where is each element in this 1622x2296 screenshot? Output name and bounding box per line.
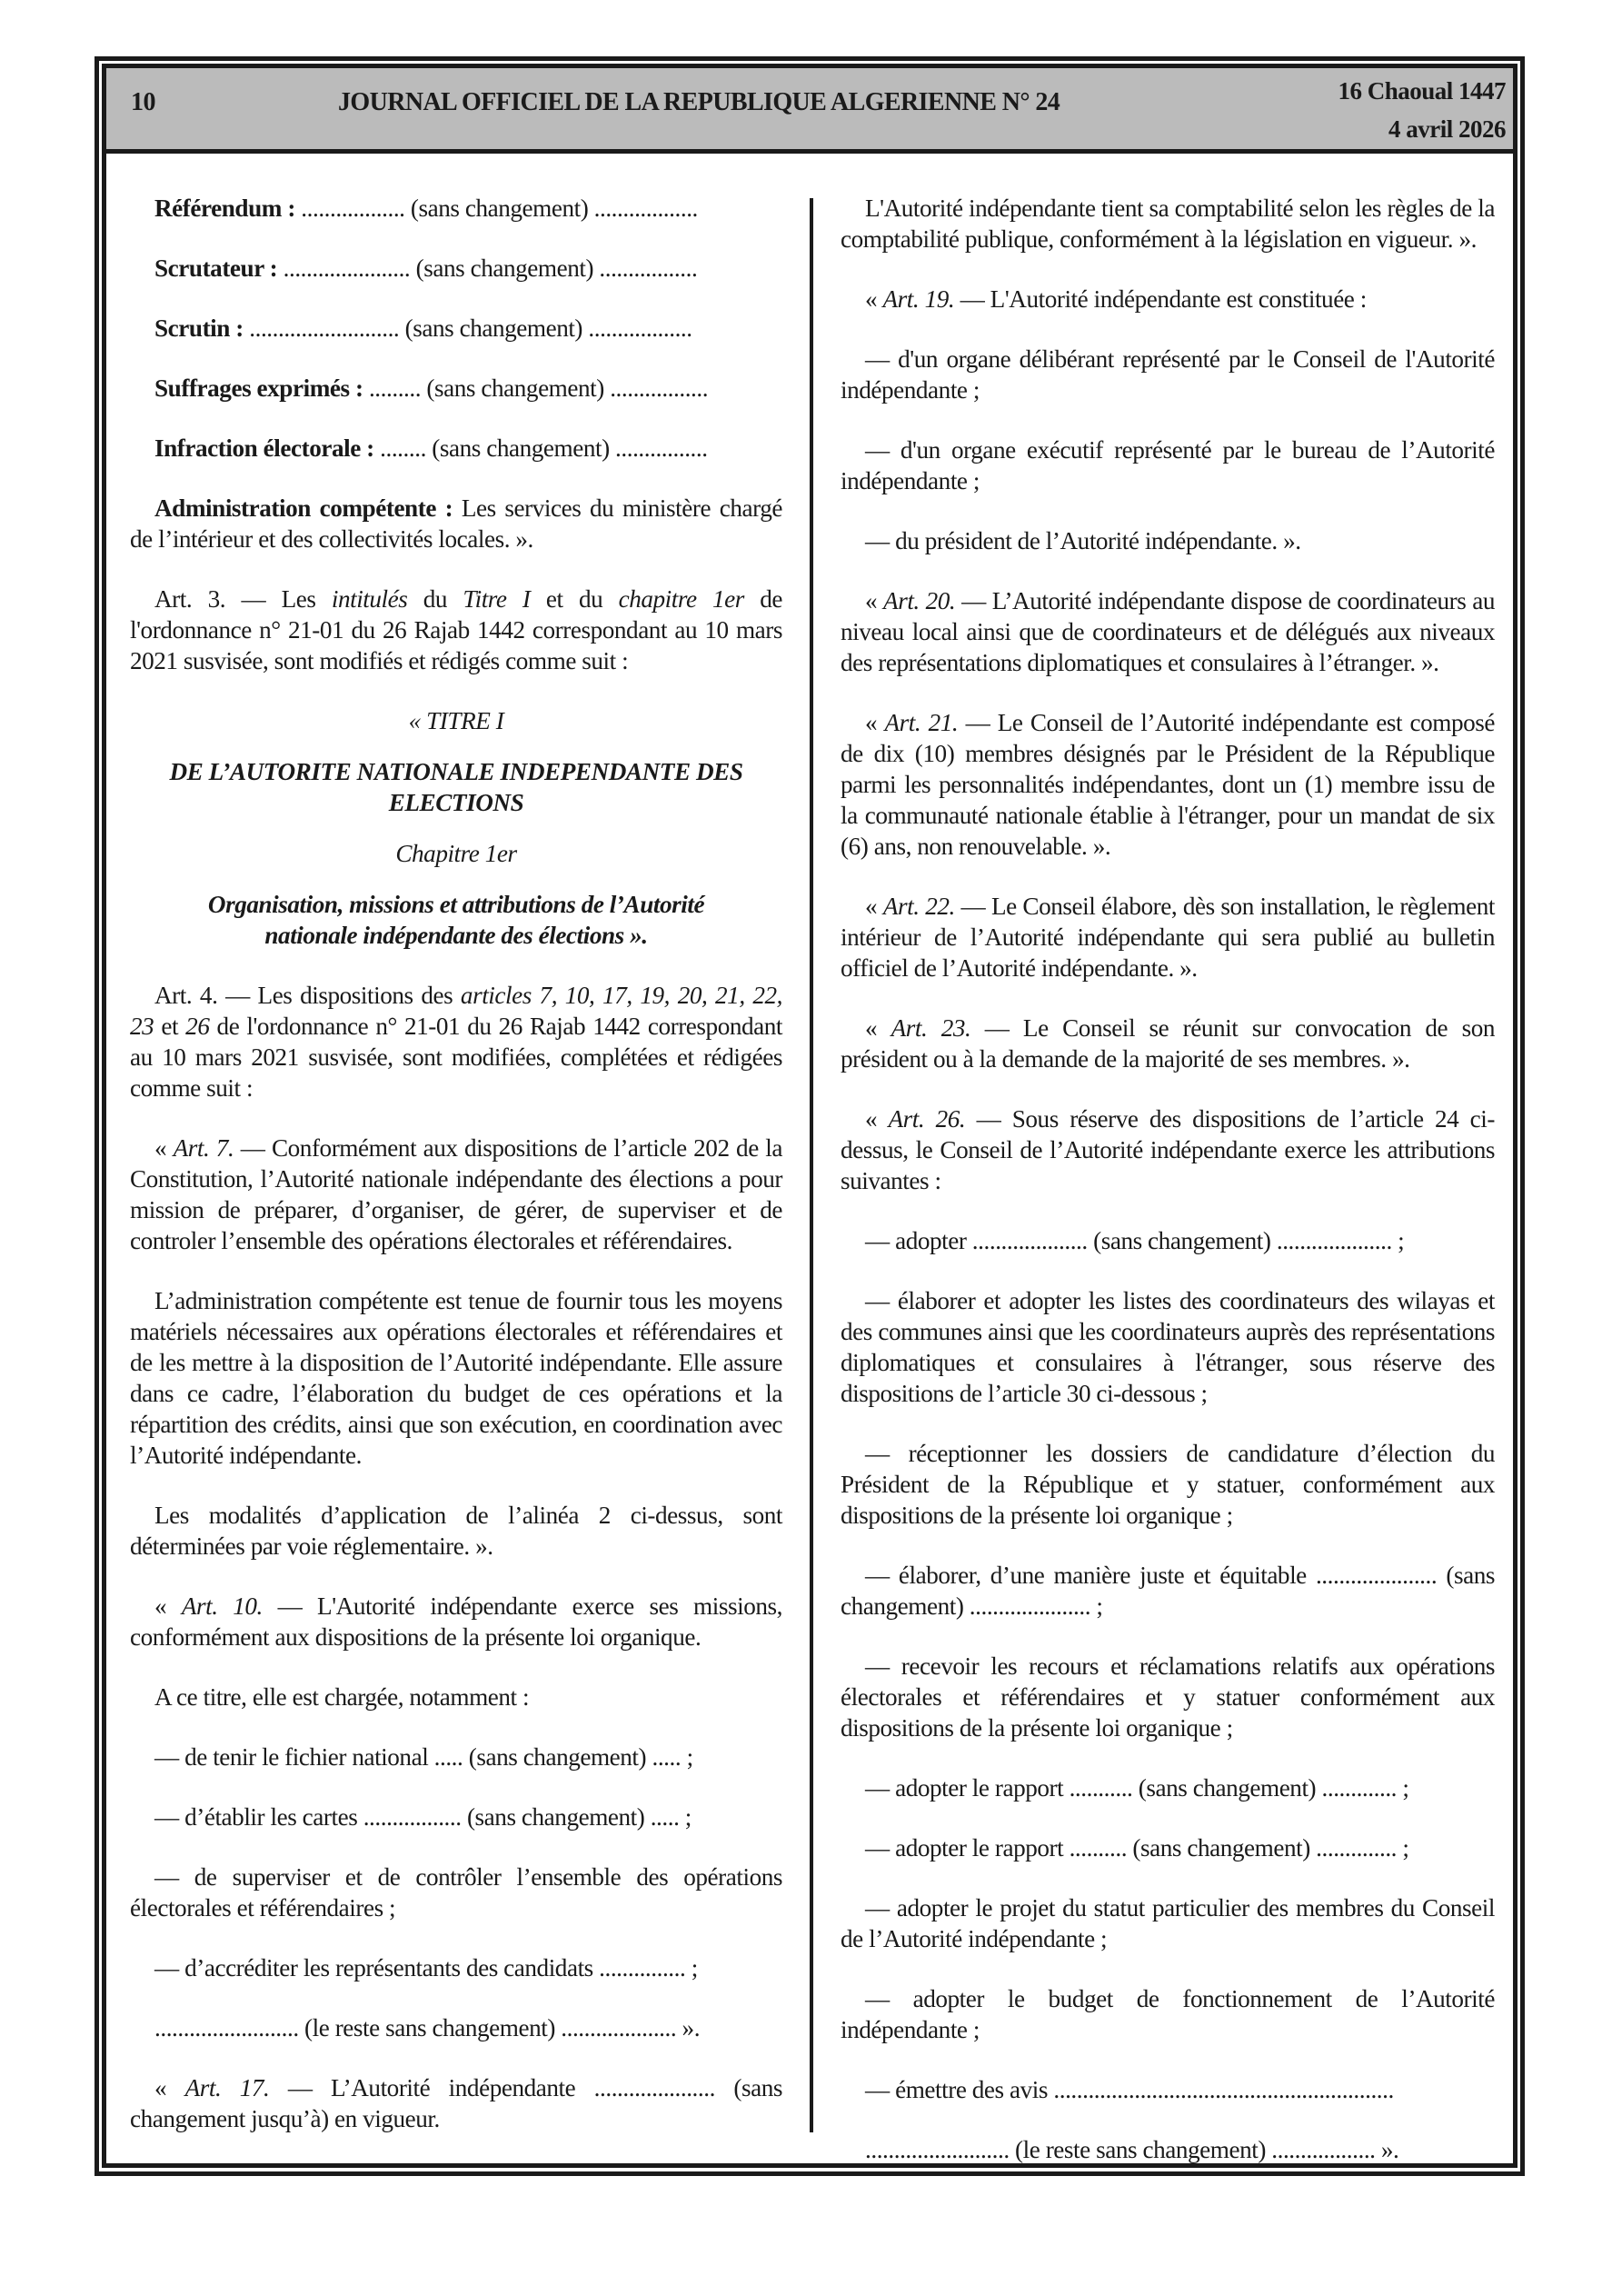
article-7-para-3: Les modalités d’application de l’alinéa 2 ci-dessus, sont déterminées par voie réglementaire. ». [130,1502,782,1560]
chapitre-label: Chapitre 1er [395,840,517,867]
right-column [841,193,1495,2194]
column-divider [810,198,813,2132]
article-26-item: ......................... (le reste sans changement) .................. ». [865,2136,1399,2163]
article-21: « Art. 21. — Le Conseil de l’Autorité indépendante est composé de dix (10) membres désignés par le Président de la République parmi les personnalités indépendantes, dont un (1) membre issu de la communauté nationale établie à l'étranger, pour un mandat de six (6) ans, non renouvelable. ». [841,709,1495,860]
article-26-item: — élaborer, d’une manière juste et équitable ..................... (sans changement) ..................... ; [841,1562,1495,1620]
article-10-item: — d’établir les cartes ................. (sans changement) ..... ; [154,1803,692,1831]
journal-header [106,68,1513,154]
article-23: « Art. 23. — Le Conseil se réunit sur convocation de son président ou à la demande de la majorité de ses membres. ». [841,1014,1495,1073]
issue-date [1338,72,1506,148]
comptabilite-paragraph: L'Autorité indépendante tient sa comptabilité selon les règles de la comptabilité publique, conformément à la législation en vigueur. ». [841,195,1495,253]
article-26-item: — adopter le budget de fonctionnement de l’Autorité indépendante ; [841,1985,1495,2043]
left-column [130,193,782,2163]
article-26-item: — adopter le projet du statut particulier des membres du Conseil de l’Autorité indépendante ; [841,1894,1495,1952]
article-10-item: — de superviser et de contrôler l’ensemble des opérations électorales et référendaires ; [130,1863,782,1922]
article-10-item: ......................... (le reste sans changement) .................... ». [154,2014,701,2041]
article-20: « Art. 20. — L’Autorité indépendante dispose de coordinateurs au niveau local ainsi que de coordinateurs et de délégués aux niveaux des représentations diplomatiques et consulaires à l’étranger. ». [841,587,1495,676]
titre-label: « TITRE I [408,707,504,734]
article-19-item: — d'un organe délibérant représenté par le Conseil de l'Autorité indépendante ; [841,345,1495,404]
definition-administration: Administration compétente : Les services du ministère chargé de l’intérieur et des collectivités locales. ». [130,494,782,553]
article-26-item: — adopter le rapport .......... (sans changement) .............. ; [865,1834,1409,1862]
article-10-item: — de tenir le fichier national ..... (sans changement) ..... ; [154,1743,693,1771]
definition-scrutin: Scrutin : .......................... (sans changement) .................. [154,314,692,342]
article-26-item: — recevoir les recours et réclamations relatifs aux opérations électorales et référendaires et y statuer conformément aux dispositions de la présente loi organique ; [841,1652,1495,1742]
article-19-item: — d'un organe exécutif représenté par le bureau de l’Autorité indépendante ; [841,436,1495,494]
article-10-intro: A ce titre, elle est chargée, notamment : [154,1683,530,1711]
hijri-date: 16 Chaoual 1447 [1338,77,1506,105]
journal-title: JOURNAL OFFICIEL DE LA REPUBLIQUE ALGERIENNE N° 24 [338,88,1060,116]
article-22: « Art. 22. — Le Conseil élabore, dès son installation, le règlement intérieur de l’Autorité indépendante qui sera publié au bulletin officiel de l’Autorité indépendante. ». [841,893,1495,982]
article-26-item: — réceptionner les dossiers de candidature d’élection du Président de la République et y statuer, conformément aux dispositions de la présente loi organique ; [841,1440,1495,1529]
article-19-item: — du président de l’Autorité indépendante. ». [865,527,1301,554]
article-26-item: — émettre des avis ........................................................... [865,2076,1394,2103]
article-7: « Art. 7. — Conformément aux dispositions de l’article 202 de la Constitution, l’Autorité nationale indépendante des élections a pour mission de préparer, d’organiser, de gérer, de superviser et de controler l’ensemble des opérations électorales et référendaires. [130,1134,782,1254]
definition-referendum: Référendum : .................. (sans changement) .................. [154,195,698,222]
page-number: 10 [131,88,155,116]
article-19: « Art. 19. — L'Autorité indépendante est constituée : [865,285,1367,313]
article-7-para-2: L’administration compétente est tenue de fournir tous les moyens matériels nécessaires aux opérations électorales et référendaires et de les mettre à la disposition de l’Autorité indépendante. Elle assure dans ce cadre, l’élaboration du budget de ces opérations et la répartition des crédits, ainsi que son exécution, en coordination avec l’Autorité indépendante. [130,1287,782,1469]
definition-suffrages: Suffrages exprimés : ......... (sans changement) ................. [154,374,709,402]
article-17: « Art. 17. — L’Autorité indépendante ..................... (sans changement jusqu’à) en vigueur. [130,2074,782,2132]
article-3: Art. 3. — Les intitulés du Titre I et du chapitre 1er de l'ordonnance n° 21-01 du 26 Rajab 1442 correspondant au 10 mars 2021 susvisée, sont modifiés et rédigés comme suit : [130,585,782,674]
titre-heading: DE L’AUTORITE NATIONALE INDEPENDANTE DES ELECTIONS [169,758,743,816]
chapitre-heading: Organisation, missions et attributions de l’Autorité nationale indépendante des élections ». [207,891,705,949]
article-26-item: — adopter le rapport ........... (sans changement) ............. ; [865,1774,1409,1802]
article-10: « Art. 10. — L'Autorité indépendante exerce ses missions, conformément aux dispositions de la présente loi organique. [130,1592,782,1651]
gregorian-date: 4 avril 2026 [1388,115,1506,143]
article-26-item: — élaborer et adopter les listes des coordinateurs des wilayas et des communes ainsi que les coordinateurs auprès des représentations diplomatiques et consulaires à l'étranger, sous réserve des dispositions de l’article 30 ci-dessous ; [841,1287,1495,1407]
definition-infraction: Infraction électorale : ........ (sans changement) ................ [154,434,708,462]
article-4: Art. 4. — Les dispositions des articles 7, 10, 17, 19, 20, 21, 22, 23 et 26 de l'ordonnance n° 21-01 du 26 Rajab 1442 correspondant au 10 mars 2021 susvisée, sont modifiées, complétées et rédigées comme suit : [130,982,782,1102]
article-26: « Art. 26. — Sous réserve des dispositions de l’article 24 ci-dessus, le Conseil de l’Autorité indépendante exerce les attributions suivantes : [841,1105,1495,1194]
definition-scrutateur: Scrutateur : ...................... (sans changement) ................. [154,255,698,282]
article-10-item: — d’accréditer les représentants des candidats ............... ; [154,1954,698,1982]
article-26-item: — adopter .................... (sans changement) .................... ; [865,1227,1405,1254]
